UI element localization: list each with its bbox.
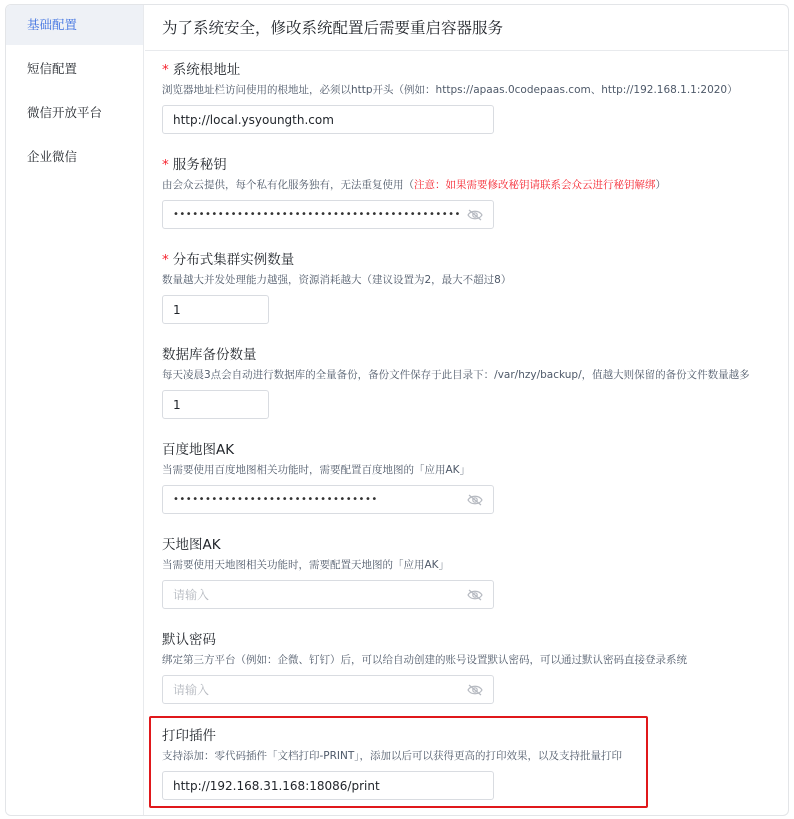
root-url-input[interactable]	[162, 105, 494, 134]
field-label	[162, 60, 738, 80]
field-description: 支持添加：零代码插件「文档打印-PRINT」，添加以后可以获得更高的打印效果，以及支持批量打印	[162, 750, 623, 762]
input-value: 1	[173, 302, 181, 317]
sidebar	[6, 5, 144, 815]
eye-off-icon[interactable]	[467, 209, 483, 221]
required-star: *	[162, 62, 169, 78]
config-window	[5, 4, 789, 816]
input-value: 1	[173, 397, 181, 412]
field-description: 当需要使用百度地图相关功能时，需要配置百度地图的「应用AK」	[162, 464, 471, 476]
desc-text-end: ）	[655, 179, 666, 191]
eye-off-icon[interactable]	[467, 589, 483, 601]
default-password-input[interactable]	[162, 675, 494, 704]
input-value: http://192.168.31.168:18086/print	[173, 778, 380, 793]
field-description: 浏览器地址栏访问使用的根地址，必须以http开头（例如：https://apaas.0codepaas.com、http://192.168.1.1:2020）	[162, 84, 738, 96]
field-label-text: 分布式集群实例数量	[172, 252, 295, 268]
field-root-url	[162, 60, 738, 134]
masked-value: ••••••••••••••••••••••••••••••••	[173, 494, 378, 505]
field-description: 绑定第三方平台（例如：企微、钉钉）后，可以给自动创建的账号设置默认密码，可以通过默认密码直接登录系统	[162, 654, 687, 666]
field-label: 打印插件	[162, 728, 216, 744]
print-plugin-input[interactable]	[162, 771, 494, 800]
field-label: 数据库备份数量	[162, 347, 257, 363]
field-label-text: 系统根地址	[172, 62, 241, 78]
field-label	[162, 250, 511, 270]
field-baidu-ak	[162, 440, 494, 514]
backup-count-input[interactable]	[162, 390, 269, 419]
baidu-ak-input[interactable]	[162, 485, 494, 514]
field-label: 百度地图AK	[162, 442, 235, 458]
field-service-key	[162, 155, 666, 229]
input-placeholder: 请输入	[173, 588, 210, 602]
main-panel	[145, 5, 788, 815]
field-label-text: 服务秘钥	[172, 157, 227, 173]
field-tianditu-ak	[162, 535, 494, 609]
field-backup-count	[162, 345, 750, 419]
field-description: 数量越大并发处理能力越强，资源消耗越大（建议设置为2，最大不超过8）	[162, 274, 512, 286]
masked-value: •••••••••••••••••••••••••••••••••••••••••••••	[173, 209, 461, 220]
page-title: 为了系统安全，修改系统配置后需要重启容器服务	[145, 5, 788, 51]
eye-off-icon[interactable]	[467, 494, 483, 506]
eye-off-icon[interactable]	[467, 684, 483, 696]
required-star: *	[162, 157, 169, 173]
field-label: 天地图AK	[162, 537, 221, 553]
sidebar-item-sms-config[interactable]: 短信配置	[27, 61, 78, 76]
field-default-password	[162, 630, 687, 704]
sidebar-item-wechat-open-platform[interactable]: 微信开放平台	[27, 105, 103, 120]
field-cluster-count	[162, 250, 511, 324]
field-description: 每天凌晨3点会自动进行数据库的全量备份，备份文件保存于此目录下：/var/hzy/backup/，值越大则保留的备份文件数量越多	[162, 369, 750, 381]
field-label: 默认密码	[162, 632, 216, 648]
required-star: *	[162, 252, 169, 268]
tianditu-ak-input[interactable]	[162, 580, 494, 609]
field-description	[162, 178, 666, 193]
sidebar-item-wecom[interactable]: 企业微信	[27, 149, 78, 164]
field-label	[162, 155, 666, 175]
field-description: 当需要使用天地图相关功能时，需要配置天地图的「应用AK」	[162, 559, 450, 571]
sidebar-item-basic-config[interactable]: 基础配置	[6, 5, 143, 45]
input-value: http://local.ysyoungth.com	[173, 112, 334, 127]
desc-warning: 注意：如果需要修改秘钥请联系会众云进行秘钥解绑	[414, 179, 656, 191]
input-placeholder: 请输入	[173, 683, 210, 697]
desc-text: 由会众云提供，每个私有化服务独有，无法重复使用（	[162, 179, 414, 191]
service-key-input[interactable]	[162, 200, 494, 229]
field-print-plugin	[162, 726, 622, 800]
cluster-count-input[interactable]	[162, 295, 269, 324]
